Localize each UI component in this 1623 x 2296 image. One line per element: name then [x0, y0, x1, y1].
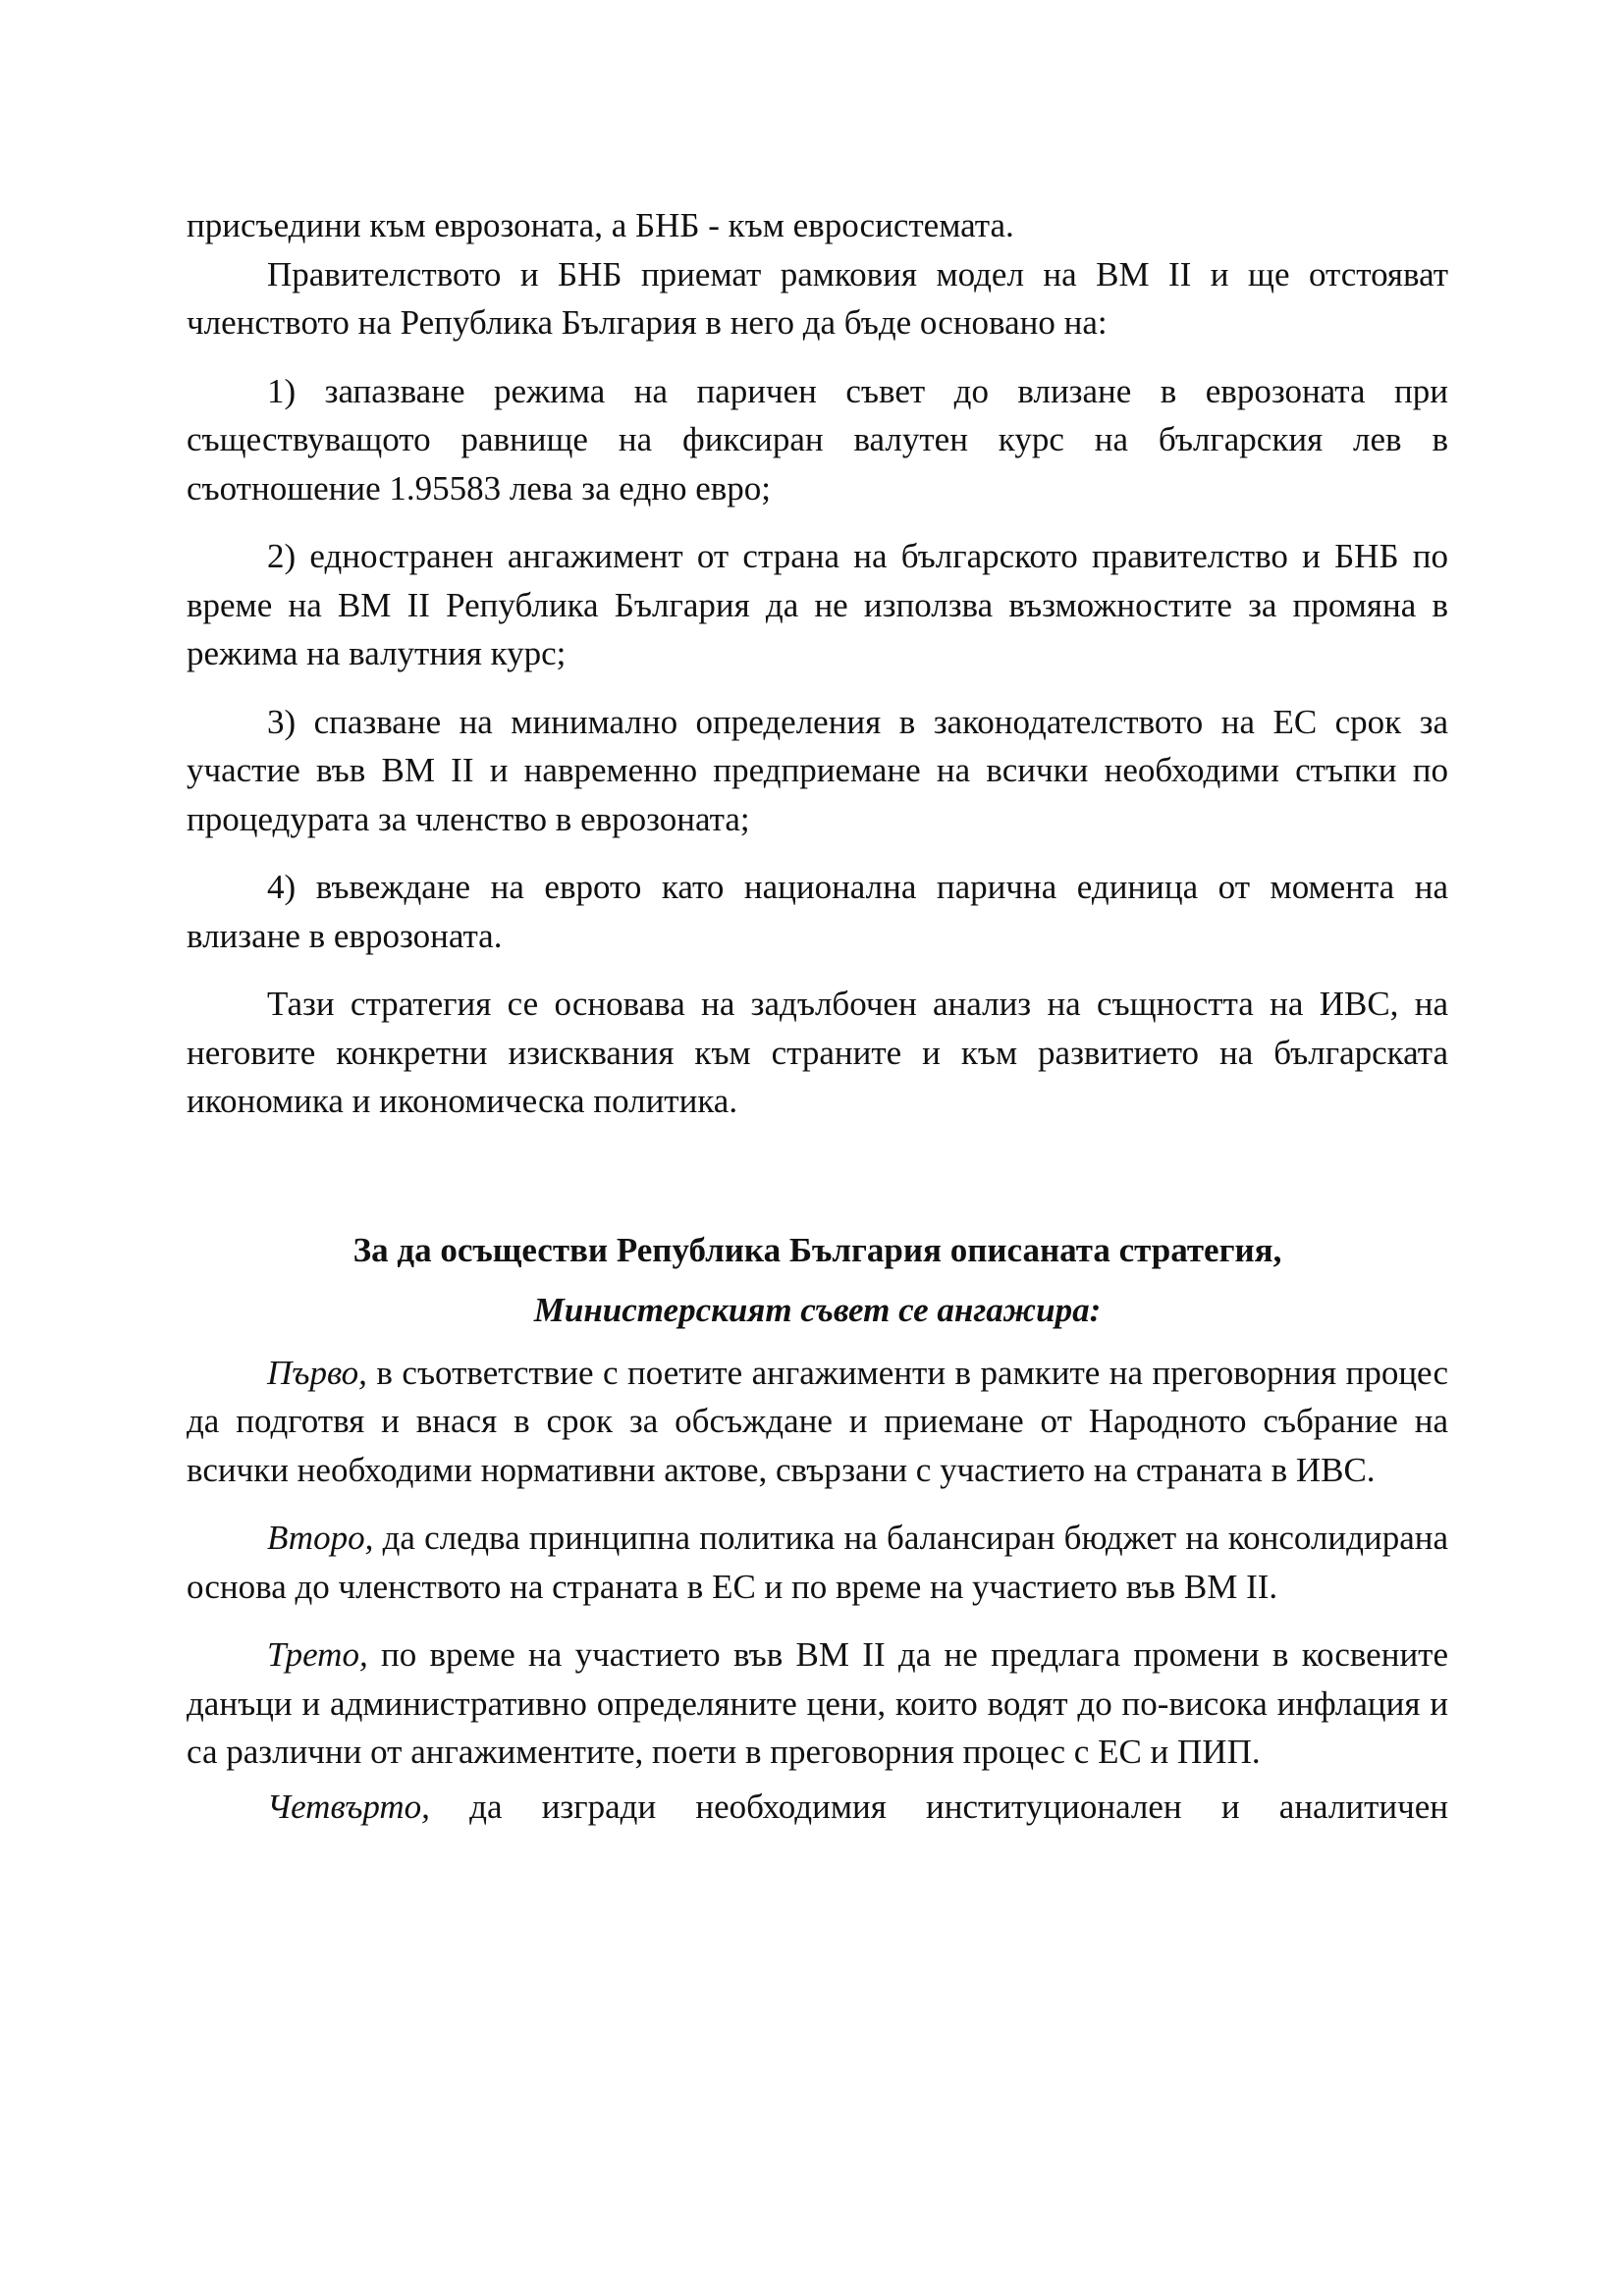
paragraph-strategy: Тази стратегия се основава на задълбочен анализ на същността на ИВС, на неговите конкретни изисквания към страните и към развитието на българската икономика и икономическа политика. — [187, 985, 1448, 1120]
list-item: 1) запазване режима на паричен съвет до влизане в еврозоната при съществуващото равнище на фиксиран валутен курс на българския лев в съотношение 1.95583 лева за едно евро; — [187, 371, 1448, 507]
list-item: 2) едностранен ангажимент от страна на българското правителство и БНБ по време на ВМ II Република България да не използва възможностите за промяна в режима на валутния курс; — [187, 537, 1448, 672]
document-page — [187, 201, 1448, 1831]
commitment-paragraph — [187, 1349, 1448, 1495]
commitment-lead: Второ, — [267, 1519, 374, 1557]
commitment-paragraph — [187, 1630, 1448, 1777]
section-heading: За да осъществи Република България описаната стратегия, — [352, 1230, 1282, 1269]
commitment-text: да изгради необходимия институционален и аналитичен — [429, 1787, 1448, 1826]
commitment-text: по време на участието във ВМ II да не предлага промени в косвените данъци и административно определяните цени, които водят до по-висока инфлация и са различни от ангажиментите, поети в преговорния процес с ЕС и ПИП. — [187, 1635, 1448, 1771]
commitment-lead: Първо, — [267, 1353, 367, 1392]
list-item: 4) въвеждане на еврото като национална парична единица от момента на влизане в еврозоната. — [187, 868, 1448, 955]
paragraph-intro-end: присъедини към еврозоната, а БНБ - към евросистемата. — [187, 206, 1014, 244]
commitment-paragraph — [187, 1514, 1448, 1611]
commitment-lead: Четвърто, — [267, 1787, 430, 1826]
commitment-paragraph — [187, 1783, 1448, 1832]
commitment-lead: Трето, — [267, 1635, 368, 1674]
section-subheading: Министерският съвет се ангажира: — [533, 1291, 1102, 1329]
commitment-text: да следва принципна политика на балансиран бюджет на консолидирана основа до членството на страната в ЕС и по време на участието във ВМ II. — [187, 1519, 1448, 1606]
commitment-text: в съответствие с поетите ангажименти в рамките на преговорния процес да подготвя и внася в срок за обсъждане и приемане от Народното събрание на всички необходими нормативни актове, свързани с участието на страната в ИВС. — [187, 1353, 1448, 1489]
list-item: 3) спазване на минимално определения в законодателството на ЕС срок за участие във ВМ II и навременно предприемане на всички необходими стъпки по процедурата за членство в еврозоната; — [187, 702, 1448, 838]
paragraph-government: Правителството и БНБ приемат рамковия модел на ВМ II и ще отстояват членството на Република България в него да бъде основано на: — [187, 254, 1448, 342]
